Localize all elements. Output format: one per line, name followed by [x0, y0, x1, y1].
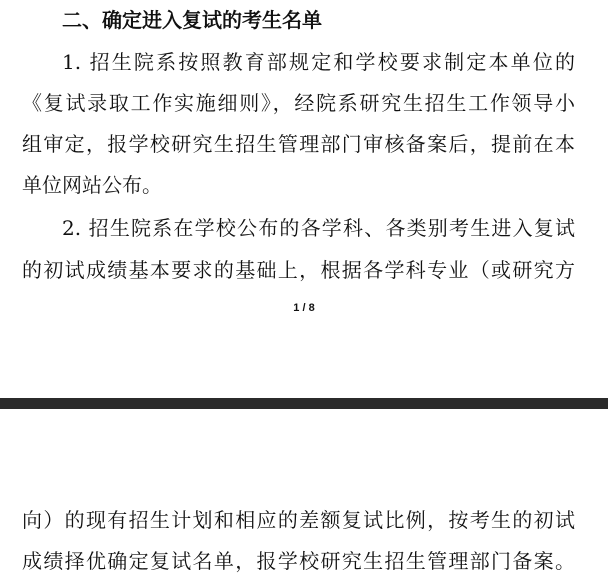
paragraph-line: 成绩择优确定复试名单，报学校研究生招生管理部门备案。 — [22, 549, 575, 573]
paragraph-line: 《复试录取工作实施细则》，经院系研究生招生工作领导小 — [22, 91, 575, 115]
paragraph-line: 的初试成绩基本要求的基础上，根据各学科专业（或研究方 — [22, 258, 575, 282]
paragraph-line: 组审定，报学校研究生招生管理部门审核备案后，提前在本 — [22, 132, 575, 156]
paragraph-line: 向）的现有招生计划和相应的差额复试比例，按考生的初试 — [22, 508, 575, 532]
paragraph-line: 单位网站公布。 — [22, 173, 162, 197]
page-separator — [0, 398, 608, 409]
paragraph-line: 1. 招生院系按照教育部规定和学校要求制定本单位的 — [62, 50, 575, 74]
page-number: 1 / 8 — [293, 302, 315, 314]
paragraph-line: 2. 招生院系在学校公布的各学科、各类别考生进入复试 — [62, 216, 575, 240]
section-heading: 二、确定进入复试的考生名单 — [62, 8, 322, 32]
